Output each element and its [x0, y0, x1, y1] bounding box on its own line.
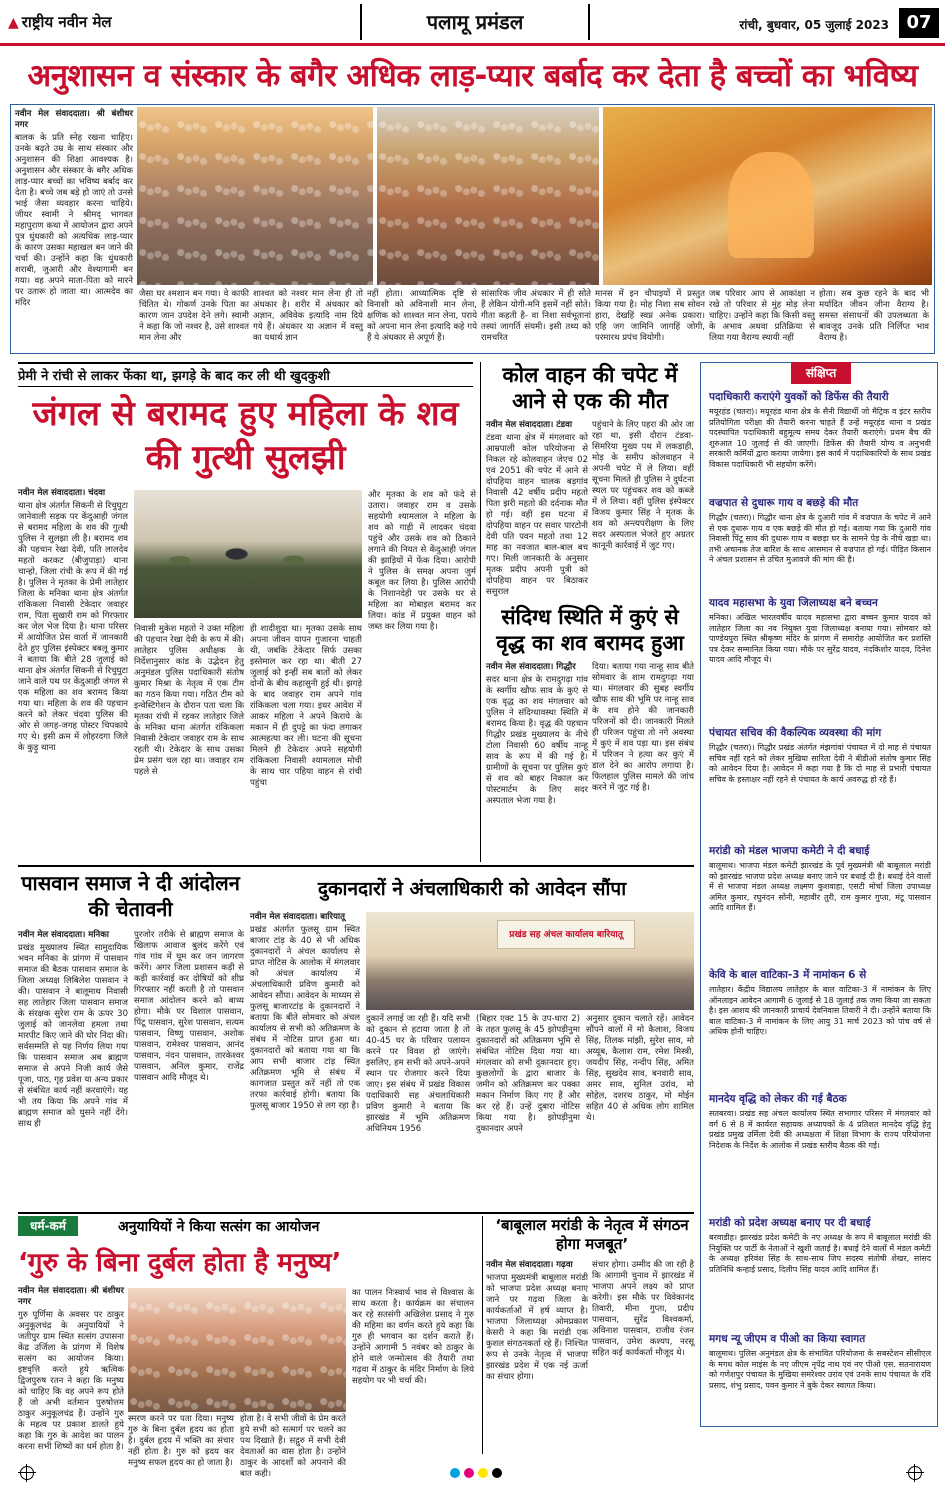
brief-text: बरवाडीह। झारखंड प्रदेश कमेटी के नए अध्यक्ष के रूप में बाबूलाल मरांडी की नियुक्ति पर पार्टी के नेताओं ने खुशी जताई है। बधाई देने वालों में मंडल कमेटी के अध्यक्ष हरिवंश सिंह के साथ-साथ जिप सदस्य संतोषी शेखर, सांसद प्रतिनिधि कन्हाई प्रसाद, दिलीप सिंह यादव आदि शामिल हैं। [709, 1233, 931, 1274]
swami-photo [603, 107, 932, 285]
brief-headline: मगध न्यू जीएम व पीओ का किया स्वागत [709, 1333, 866, 1345]
section-title: पलामू प्रमंडल [360, 4, 590, 40]
shop-text-1: प्रखंड अंतर्गत फुलसू ग्राम स्थित बाजार टांड़ के 40 से भी अधिक दुकानदारों ने अंचल कार्यालय से प्राप्त नोटिस के आलोक में मंगलवार को अंचल कार्यालय में अंचलाधिकारी प्रविण कुमारी को आवेदन सौंपा। आवेदन के माध्यम से फुलसू बाजारटांड़ के दुकानदारों ने बताया कि बीते सोमवार को अंचल कार्यालय से सभी को अतिक्रमण के संबंध में नोटिस प्राप्त हुआ था। दुकानदारों को बताया गया था कि आप सभी बाजार टांड़ स्थित अतिक्रमण भूमि से संबंध में कागजात प्रस्तुत करें नहीं तो एक तरफा कार्रवाई होगी। बताया कि फुलसू बाजार 1950 से लग रहा है। [250, 925, 360, 1111]
brief-text: बालूमाथ। भाजपा मंडल कमेटी झारखंड के पूर्व मुख्यमंत्री श्री बाबूलाल मरांडी को झारखंड भाजपा प्रदेश अध्यक्ष बनाए जाने पर बधाई दी है। बधाई देने वालों में से भाजपा मंडल अध्यक्ष लक्ष्मण कुशवाहा, एसटी मोर्चा जिला उपाध्यक्ष अमित कुमार, रघुनंदन सोनी, महावीर तुरी, राम कुमार गुप्ता, मंटू पासवान आदि शामिल हैं। [709, 861, 931, 912]
jungle-col-3: ही शादीशुदा था। मृतका उसके साथ अपना जीवन यापन गुजारना चाहती थी, जबकि टेकेदार सिर्फ उसका इस्तेमाल कर रहा था। बीती 27 जुलाई को इन्हीं सब बातों को लेकर दोनों के बीच कहासुनी हुई थी। झगड़े के बाद जवाहर राम अपने गांव रांकिकला चला गया। इधर आवेश में आकर महिला ने अपने किराये के मकान में ही दुपट्टे का फंदा लगाकर आत्महत्या कर ली। घटना की सूचना मिलने ही टेकेदार अपने सहयोगी रांकिकला निवासी श्यामलाल मोची के साथ चार पहिया वाहन से रांची पहुंचा [250, 624, 362, 788]
brief-headline: यादव महासभा के युवा जिलाध्यक्ष बने बच्चन [709, 597, 878, 609]
brief-text: मनिका। अखिल भारतवर्षीय यादव महासभा द्वारा बच्चन कुमार यादव को लातेहार जिला का नव नियुक्त युवा जिलाध्यक्ष बनाया गया। सोमवार को पाण्डेयपुरा स्थित श्रीकृष्ण मंदिर के प्रांगण में समारोह आयोजित कर प्रशस्ति पत्र देकर सम्मानित किया गया। मौके पर सुरेंद्र यादव, नंदकिशोर यादव, दिनेश यादव आदि मौजूद थे। [709, 613, 931, 664]
lead-col-7: जब परिवार आप से आकांक्षा न रखे तो परिवार से मुंह मोड़ लेना चाहिए। उन्होंने कहा कि किसी वस्तु के अभाव अथवा प्रतिक्रिया से लिया गया वैराग्य स्थायी नहीं [709, 289, 815, 343]
print-registration-strip [0, 1458, 945, 1488]
logo-text: राष्ट्रीय नवीन मेल [21, 13, 112, 31]
babulal-byline: नवीन मेल संवाददाता। गढ़वा [486, 1260, 573, 1270]
registration-mark-icon [908, 1466, 922, 1480]
brief-headline: मरांडी को मंडल भाजपा कमेटी ने दी बधाई [709, 845, 870, 857]
shop-col-1 [250, 912, 360, 1208]
lead-col-2: जैसा घर श्मशान बन गया। वे काफी चिंतित थे। गोकर्ण उनके पिता का कारण जान उपदेश देने लगे। स्वामी ने कहा कि जो नश्वर है, उसे शाश्वत मान लेना और [139, 289, 249, 343]
issue-date: रांची, बुधवार, 05 जुलाई 2023 [739, 18, 889, 32]
brief-text: गिद्धौर (चतरा)। गिद्धौर प्रखंड अंतर्गत मंझगांवां पंचायत में दो माह से पंचायत सचिव नहीं रहने को लेकर मुखिया सारिता देवी ने बीडीओ संतोष कुमार सिंह को आवेदन दिया है। आवेदन में कहा गया है कि दो माह से प्रभारी पंचायत सचिव के हस्ताक्षर नहीं रहने से पंचायत के कार्य अवरुद्ध हो रहे हैं। [709, 743, 931, 784]
well-col-1 [486, 662, 588, 860]
well-col-2: दिया। बताया गया नान्हू साव बीते सोमवार के शाम रामदुगढ़ा गया था। मंगलवार की सुबह स्वर्गीय खौफ साव की भूमि पर नान्हू साव के शव होने की जानकारी परिजनों को दी। जानकारी मिलते ही परिजन पहुंचा तो नगे अवस्था में कुएं में शव पड़ा था। इस संबंध में परिजन ने हत्या कर कुएं में डाल देने का आरोप लगाया है। फिलहाल पुलिस मामले की जांच करने में जुट गई है। [592, 662, 694, 793]
lead-headline: अनुशासन व संस्कार के बगैर अधिक लाड़-प्यार बर्बाद कर देता है बच्चों का भविष्य [27, 58, 918, 94]
jungle-col-2: निवासी मुकेश महतो ने उक्त महिला की पहचान रेखा देवी के रूप में की। लातेहार पुलिस अधीक्षक के निर्देशानुसार कांड के उद्भेदन हेतु अनुमंडल पुलिस पदाधिकारी संतोष कुमार मिश्रा के नेतृत्व में एक टीम का गठन किया गया। गठित टीम को इन्वेस्टिगेशन के दौरान पता चला कि मृतका रांची में रहकर लातेहार जिले के मनिका थाना अंतर्गत रांकिकला निवासी टेकेदार जवाहर राम के साथ रहती थी। टेकेदार के साथ उसका प्रेम प्रसंग चल रहा था। जवाहर राम पहले से [134, 624, 244, 777]
cyan-swatch-icon [450, 1468, 460, 1478]
horizontal-rule [18, 865, 694, 867]
satsang-col-3: स्मरण करने पर पता दिया। मनुष्य गुरु के बिना दुर्बल हृदय का होता है। दुर्बल हृदय में भक्ति का संचार नहीं होता है। गुरु को ह्रदय कर मनुष्य सफल हृदय का हो जाता है। [128, 1414, 234, 1468]
jungle-kicker: प्रेमी ने रांची से लाकर फेंका था, झगड़े के बाद कर ली थी खुदकुशी [18, 362, 473, 387]
satsang-crowd-photo [137, 107, 373, 285]
page-number: 07 [899, 8, 939, 38]
lead-col-4: नहीं होता। आध्यात्मिक दृष्टि से विनाशी को अविनाशी मान लेना, क्षणिक को शाश्वत मान लेना, पराये को अपना मान लेना इत्यादि कहे गये हैं ये अंधकार से अपूर्ण हैं। [367, 289, 477, 343]
coal-col-1 [486, 420, 588, 596]
lead-col-3: शाश्वत को नश्वर मान लेना ही तो अंधकार है। शरीर में अंधकार को अज्ञान, अविवेक इत्यादि नाम दिये गये हैं। अंधकार या अज्ञान में वस्तु का यथार्थ ज्ञान [253, 289, 363, 343]
column-rule-2 [482, 1216, 483, 1454]
satsang-col-1 [18, 1286, 124, 1454]
babulal-col-1 [486, 1260, 588, 1454]
paswan-col-2: पुरजोर तरीके से ब्राह्मण समाज के खिलाफ आवाज बुलंद करेंगे एवं गांव गांव में घूम कर जन जागरण करेंगे। अगर जिला प्रशासन कड़ी से कड़ी कार्रवाई कर दोषियों को शीघ्र गिरफ्तार नहीं करती है तो पासवान समाज आंदोलन करने को बाध्य होगा। मौके पर विशाल पासवान, पिंटू पासवान, सुरेश पासवान, सत्यम पासवान, विष्णु पासवान, अशोक पासवान, रामेश्वर पासवान, आनंद पासवान, नंदन पासवान, तारकेश्वर पासवान, अनिल कुमार, राजेंद्र पासवान आदि मौजूद थे। [134, 930, 244, 1083]
paswan-col-1 [18, 930, 128, 1208]
brief-headline: वज्रपात से दुधारू गाय व बछड़े की मौत [709, 497, 859, 509]
babulal-headline: ‘बाबूलाल मरांडी के नेतृत्व में संगठन होगा मजबूत’ [495, 1216, 689, 1253]
brief-text: सतबरवा। प्रखंड सह अंचल कार्यालय स्थित सभागार परिसर में मंगलवार को वर्ग 6 से 8 में कार्यरत सहायक अध्यापकों के 4 प्रतिशत मानदेय वृद्धि हेतु प्रखंड प्रमुख उर्मिला देवी की अध्यक्षता में शिक्षा विभाग के राज्य परियोजना निदेशक के निर्देश के आलोक में प्रखंड स्तरीय बैठक की गई। [709, 1109, 931, 1150]
paswan-text-1: प्रखंड मुख्यालय स्थित सामुदायिक भवन मनिका के प्रांगण में पासवान समाज की बैठक पासवान समाज के जिला अध्यक्ष लिबिलेश पासवान ने की। पासवान ने बालूमाथ निवासी सह लातेहार जिला पासवान समाज के संरक्षक सुरेश राम के ऊपर 30 जुलाई को जानलेवा हमला तथा मारपीट किए जाने की घोर निंदा की। सर्वसम्मति से यह निर्णय लिया गया कि पासवान समाज अब ब्राह्मण समाज से अपने निजी कार्य जैसे पूजा, पाठ, गृह प्रवेश या अन्य प्रकार से संबंधित कार्य नहीं करवाएंगे। यह भी तय किया कि अपने गांव में ब्राह्मण समाज को घुसने नहीं देंगे। साथ ही [18, 943, 128, 1129]
newspaper-logo [8, 12, 112, 32]
lead-col-8: होता। सब कुछ रहने के बाद भी मर्यादित जीवन जीना वैराग्य है। समस्त संसाधनों की उपलब्धता के बावजूद उनके प्रति निर्लिप्त भाव वैराग्य है। [819, 289, 929, 343]
jungle-headline: जंगल से बरामद हुए महिला के शव की गुत्थी सुलझी [32, 394, 459, 478]
shop-headline: दुकानदारों ने अंचलाधिकारी को आवेदन सौंपा [317, 878, 627, 900]
registration-mark-icon [20, 1466, 34, 1480]
lead-text-1: बालक के प्रति स्नेह रखना चाहिए। उनके बढ़ते उम्र के साथ संस्कार और अनुशासन की शिक्षा आवश्यक है। अनुशासन और संस्कार के बगैर अधिक लाड़-प्यार बच्चों का भविष्य बर्बाद कर देता है। बच्चे जब बड़े हो जाएं तो उनसे भाई जैसा व्यवहार करना चाहिये। जीयर स्वामी ने श्रीमद् भागवत महापुराण कथा में आयोजन द्वारा अपने पुत्र धुंधकारी को अत्यधिक लाड़-प्यार के कारण उसका महाखल बन जाने की चर्चा की। उन्होंने कहा कि धुंधकारी शराबी, जुआरी और वेश्यागामी बन गया। वह अपने माता-पिता को मारने पर उतारू हो जाता था। आत्मदेव का मंदिर [15, 133, 133, 308]
satsang-byline: नवीन मेल संवाददाता। श्री बंशीधर नगर [18, 1286, 124, 1307]
lead-col-1 [15, 109, 133, 347]
satsang-headline: ‘गुरु के बिना दुर्बल होता है मनुष्य’ [18, 1248, 342, 1278]
coal-text-1: टंडवा थाना क्षेत्र में मंगलवार को आम्रपाली कोल परियोजना से निकल रहे कोलवाहन जेएच 02 एवं 2051 की चपेट में आने से दोपहिया वाहन चालक बड़गांव निवासी 42 वर्षीय प्रदीप महतो पिता झरी महतो की दर्दनाक मौत हो गई। वहीं इस घटना में दोपहिया वाहन पर सवार पारटोनी देवी पति पवन महतो तथा 12 माह का नवजात बाल-बाल बच गए। मिली जानकारी के अनुसार मृतक प्रदीप अपनी पुत्री को दोपहिया वाहन पर बिठाकर ससुराल [486, 433, 588, 597]
police-press-photo [134, 490, 362, 618]
lead-col-5: सांसारिक जीव अंधकार में ही सोते हैं लेकिन योगी-मनि इसमें नहीं सोते। गीता कहती है- वा निशा सर्वभूतानां तस्यां जागर्ति संयमी। इसी तथ्य को रामचरित [481, 289, 591, 343]
brief-text: गिद्धौर (चतरा)। गिद्धौर थाना क्षेत्र के दुआरी गांव में वज्रपात के चपेट में आने से एक दुधारू गाय व एक बछड़े की मौत हो गई। बताया गया कि दुआरी गांव निवासी पिंटू साव की दुधारू गाय व बछड़ा घर के सामने पेड़ के नीचे खड़ा था। तभी अचानक तेज बारिश के साथ आसमान से वज्रपात हो गई। पीड़ित किसान ने अंचल प्रशासन से उचित मुआवजे की मांग की है। [709, 513, 931, 564]
brief-text: लातेहार। केंद्रीय विद्यालय लातेहार के बाल वाटिका-3 में नामांकन के लिए ऑनलाइन आवेदन आगामी 6 जुलाई से 18 जुलाई तक जमा किया जा सकता है। इस आशय की जानकारी प्राचार्य देवनिवास तिवारी ने दी। उन्होंने बताया कि बाल वाटिका-3 में नामांकन के लिए आयु 31 मार्च 2023 को पांच वर्ष से अधिक होनी चाहिए। [709, 985, 931, 1036]
yellow-swatch-icon [478, 1468, 488, 1478]
well-headline: संदिग्ध स्थिति में कुएं से वृद्ध का शव बरामद हुआ [496, 605, 684, 655]
paswan-headline: पासवान समाज ने दी आंदोलन की चेतावनी [21, 871, 240, 921]
well-byline: नवीन मेल संवाददाता। गिद्धौर [486, 662, 576, 672]
coal-byline: नवीन मेल संवाददाता। टंडवा [486, 420, 573, 430]
brief-headline: केवि के बाल वाटिका-3 में नामांकन 6 से [709, 969, 867, 981]
babulal-col-2: संचार होगा। उम्मीद की जा रही है कि आगामी चुनाव में झारखंड में भाजपा अपने लक्ष्य को प्राप्त करेगी। इस मौके पर विवेकानंद तिवारी, मीना गुप्ता, प्रदीप पासवान, सुरेंद्र विश्वकर्मा, अविनाश पासवान, राजीव रंजन पासवान, उमेश कश्यप, नरसू सहित कई कार्यकर्ता मौजूद थे। [592, 1260, 694, 1358]
horizontal-rule-2 [18, 1212, 694, 1214]
coal-headline: कोल वाहन की चपेट में आने से एक की मौत [502, 363, 678, 413]
satsang-col-4: होता है। वे सभी जीवों के प्रेम करते हुये सभी को सत्मार्ग पर चलने का पथ दिखाते हैं। सद्गुरु में सभी देवी देवताओं का वास होता है। उन्होंने ठाकुर के आदर्शों को अपनाने की बात कही। [240, 1414, 346, 1479]
sidebar-title: संक्षिप्त [791, 362, 851, 384]
briefs-sidebar [700, 362, 938, 1427]
brief-headline: पदाधिकारी कराएंगे युवकों को डिफेंस की तैयारी [709, 391, 889, 403]
magenta-swatch-icon [464, 1468, 474, 1478]
satsang-text-1: गुरु पूर्णिमा के अवसर पर ठाकुर अनुकूलचंद्र के अनुयायियों ने जतीपुर ग्राम स्थित सत्संग उपासना केंद्र उर्जिला के प्रांगण में विशेष सत्संग का आयोजन किया। इष्टवृत्ति करते हुये ऋत्विक द्विजपुरुष रतन ने कहा कि मनुष्य को चाहिए कि वह अपने रूप होते हैं जो अभी वर्तमान पुरुषोत्तम ठाकुर अनुकूलचंद्र हैं। उन्होंने गुरु के महत्व पर प्रकाश डालते हुये कहा कि गुरु के आदेश का पालन करना सभी शिष्यों का धर्म होता है। [18, 1310, 124, 1452]
lead-story-box [10, 104, 935, 354]
brief-headline: मरांडी को प्रदेश अध्यक्ष बनाए पर दी बधाई [709, 1217, 871, 1229]
office-signboard: प्रखंड सह अंचल कार्यालय बारियातू [497, 920, 635, 949]
well-text-1: सदर थाना क्षेत्र के रामदुगढ़ा गांव के स्वर्गीय खौफ साव के कुएं से एक वृद्ध का शव मंगलवार को पुलिस ने संदिग्धावस्था स्थिति में बरामद किया है। वृद्ध की पहचान गिद्धौर प्रखंड मुख्यालय के नीचे टोला निवासी 60 वर्षीय नान्हू साव के रूप में की गई है। ग्रामीणों के सूचना पर पुलिस कुएं से शव को बाहर निकाल कर पोस्टमार्टम के लिए सदर अस्पताल भेजा गया है। [486, 675, 588, 806]
satsang-kicker: अनुयायियों ने किया सत्संग का आयोजन [118, 1219, 320, 1235]
jungle-byline: नवीन मेल संवाददाता। चंदवा [18, 488, 106, 498]
section-tag: धर्म-कर्म [18, 1216, 78, 1236]
black-swatch-icon [492, 1468, 502, 1478]
paswan-byline: नवीन मेल संवाददाता। मनिका [18, 930, 109, 940]
office-photo [366, 912, 694, 1010]
shop-col-2: दुकानें लगाई जा रही हैं। यदि सभी को दुकान से हटाया जाता है तो 40-45 घर के परिवार पलायन करने पर विवश हो जाएंगे। इसलिए, हम सभी को अपने-अपने स्थान पर रोजगार करने दिया जाए। इस संबंध में प्रखंड विकास पदाधिकारी सह अंचलाधिकारी प्रविण कुमारी ने बताया कि झारखंड में भूमि अतिक्रमण अधिनियम 1956 [366, 1014, 470, 1134]
shop-col-3: (बिहार एक्ट 15 के उप-धारा 2) के तहत फुलसू के 45 झोपड़ीनुमा दुकानदारों को अतिक्रमण भूमि से संबंधित नोटिस दिया गया था। मंगलवार को सभी दुकानदार हुए। कुछलोगों के द्वारा बाजार के जमीन को अतिक्रमण कर पक्का मकान निर्माण किए गए हैं और कर रहे हैं। उन्हें दुबारा नोटिस किया गया है। झोपड़ीनुमा दुकानदार अपने [476, 1014, 580, 1134]
shop-col-4: अनुसार दुकान चलाते रहें। आवेदन सौंपने वालों में मो कैलाश, विजय सिंह, तिलक मांझी, सुरेश साव, मो अय्यूब, कैलाश राम, रमेश मिस्त्री, जयदीप सिंह, नन्दीप सिंह, अमित सिंह, सुखदेव साव, बनवारी साव, अमर साव, सुनिल उरांव, मो सोहेल, दशरथ ठाकुर, मो मोईन सहित 40 से अधिक लोग शामिल थे। [586, 1014, 694, 1123]
page-header [0, 0, 945, 46]
babulal-text-1: भाजपा मुख्यमंत्री बाबूलाल मरांडी को भाजपा प्रदेश अध्यक्ष बनाए जाने पर गढ़वा जिला के कार्यकर्ताओं में हर्ष व्याप्त है। भाजपा जिलाध्यक्ष ओमप्रकाश केसरी ने कहा कि मरांडी एक कुशल संगठनकर्ता रहे हैं। निश्चित रूप से उनके नेतृत्व में भाजपा झारखंड प्रदेश में एक नई ऊर्जा का संचार होगा। [486, 1273, 588, 1382]
lead-col-6: मानस में इन चौपाइयों में प्रस्तुत किया गया है। मोह निशा सब सोवन हारा, देखहिं स्वप्न अनेक प्रकारा। एहि जग जामिनि जागहिं जोगी, परमारथ प्रपंच वियोगी। [595, 289, 705, 343]
devotees-photo [377, 107, 599, 285]
brief-headline: पंचायत सचिव की वैकल्पिक व्यवस्था की मांग [709, 727, 882, 739]
jungle-col-4: और मृतका के शव को फंदे से उतारा। जवाहर राम व उसके सहयोगी श्यामलाल ने महिला के शव को गाड़ी में लादकर चंदवा पहुंचे और उसके शव को ठिकाने लगाने की नियत से केंदुआही जंगल की झाड़ियों में फेंक दिया। आरोपी ने पुलिस के समक्ष अपना जुर्म कबूल कर लिया है। पुलिस आरोपी के निशानदेही पर उसके घर से महिला का मोबाइल बरामद कर लिया। कांड में प्रयुक्त वाहन को जब्त कर लिया गया है। [368, 490, 476, 632]
coal-col-2: पहुंचाने के लिए पहरा की ओर जा रहा था, इसी दौरान टंडवा-सिमरिया मुख्य पथ में लकड़ाही, मोड़ के समीप कोलवाहन ने अपनी चपेट में ले लिया। वहीं सूचना मिलते ही पुलिस ने दुर्घटना स्थल पर पहुंचकर शव को कब्जे में ले लिया। वहीं पुलिस इंस्पेक्टर विजय कुमार सिंह ने मृतक के शव को अन्त्यपरीक्षण के लिए सदर अस्पताल भेजते हुए अग्रतर कानूनी कार्रवाई में जुट गए। [592, 420, 694, 551]
jungle-text-1: थाना क्षेत्र अंतर्गत सिकनी से रिचुघुटा जानेवाली सड़क पर केंदुआही जंगल से बरामद महिला के शव की गुत्थी पुलिस ने सुलझा ली है। बरामद शव की पहचान रेखा देवी, पति लालदेव महतो करकट (बीजुपाड़ा) थाना चान्हो, जिला रांची के रूप में की गई है। पुलिस ने मृतका के प्रेमी लातेहार जिला के मनिका थाना क्षेत्र अंतर्गत रांकिकला निवासी टेकेदार जवाहर राम, पिता सुखारी राम को गिरफ्तार कर जेल भेज दिया है। थाना परिसर में आयोजित प्रेस वार्ता में जानकारी देते हुए पुलिस इंस्पेक्टर बबलू कुमार ने बताया कि बीते 28 जुलाई को थाना क्षेत्र अंतर्गत सिकनी से रिचुघुटा जाने वाले पथ पर केंदुआही जंगल से एक महिला का शव बरामद किया गया था। महिला के शव की पहचान करने को लेकर चंदवा पुलिस की ओर से जगह-जगह पोस्टर चिपकाये गए थे। इसी क्रम में लोहरदगा जिले के कुड़ु थाना [18, 501, 128, 753]
brief-text: बालूमाथ। पुलिस अनुमंडल क्षेत्र के संभावित परियोजना के सबस्टेशन सीसीएल के मगध कोल माइंस के नए जीएम नृपेंद्र नाथ एवं नए पीओ एस. सतनारायण को गणेशपुर पंचायत के मुखिया समरेश्वर उरांव एवं उनके साथ पंचायत के रवि प्रसाद, शंभु प्रसाद, पवन कुमार ने बुके देकर स्वागत किया। [709, 1349, 931, 1390]
satsang-photo [128, 1288, 346, 1412]
brief-headline: मानदेय वृद्धि को लेकर की गई बैठक [709, 1093, 847, 1105]
shop-byline: नवीन मेल संवाददाता। बारियातू [250, 912, 345, 922]
satsang-col-2: का पालन निःस्वार्थ भाव से विश्वास के साथ करता है। कार्यक्रम का संचालन कर रहे सतसंगी अखिलेश प्रसाद ने गुरु की महिमा का वर्णन करते हुये कहा कि गुरु ही भगवान का दर्शन कराते हैं। उन्होंने आगामी 5 नवंबर को ठाकुर के होने वाले जन्मोत्सव की तैयारी तथा गढ़वा में ठाकुर के मंदिर निर्माण के लिये सहयोग पर भी चर्चा की। [352, 1288, 474, 1386]
jungle-col-1 [18, 488, 128, 860]
brief-text: मयूरहंड (चतरा)। मयूरहंड थाना क्षेत्र के सैनी विद्यार्थी जो मैट्रिक व इंटर स्तरीय प्रतियोगिता परीक्षा की तैयारी करना चाहते हैं उन्हें मयूरहंड थाना व प्रखंड पदस्थापित पदाधिकारी बहुमूल्य समय देकर तैयारी कराएंगे। प्रथम बैच की शुरुआत 10 जुलाई से की जाएगी। डिफेंस की तैयारी योग्य व अनुभवी सरकारी कर्मियों द्वारा कराया जायेगा। इस कार्य में पदाधिकारियों के साथ प्रखंड विकास पदाधिकारी भी सहयोग करेंगे। [709, 407, 931, 469]
column-rule [480, 362, 481, 862]
lead-byline: नवीन मेल संवाददाता। श्री बंशीधर नगर [15, 109, 133, 130]
bird-icon: ▲ [8, 15, 19, 31]
